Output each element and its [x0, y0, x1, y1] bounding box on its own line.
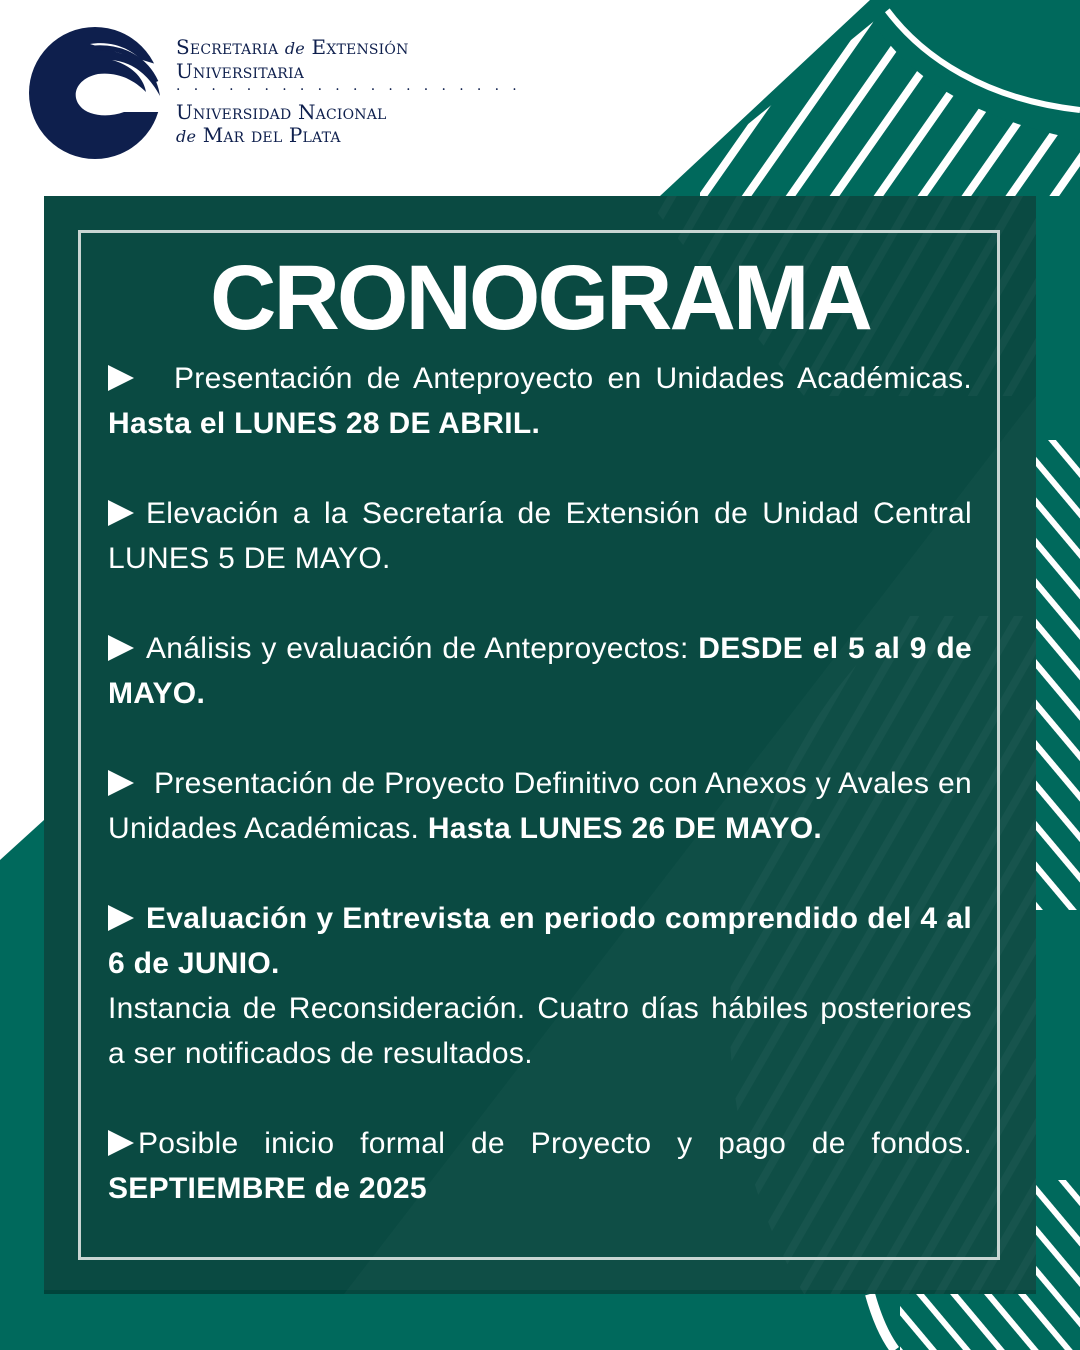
- triangle-right-icon: [108, 770, 134, 796]
- triangle-right-icon: [108, 1130, 134, 1156]
- logo-line1-a: Secretaria: [176, 35, 279, 59]
- triangle-right-icon: [108, 500, 134, 526]
- item-deadline: SEPTIEMBRE de 2025: [108, 1172, 427, 1205]
- logo-line4-b: Mar del Plata: [202, 123, 341, 147]
- triangle-right-icon: [108, 905, 134, 931]
- schedule-item: [108, 761, 972, 851]
- item-note: Instancia de Reconsideración. Cuatro días hábiles posteriores a ser notificados de resultados.: [108, 992, 972, 1070]
- item-text: Elevación a la Secretaría de Extensión de Unidad Central LUNES 5 DE MAYO.: [108, 497, 972, 575]
- schedule-card: [44, 196, 1036, 1294]
- schedule-list: [108, 356, 972, 1256]
- logo-line3: Universidad Nacional: [176, 100, 387, 124]
- triangle-right-icon: [108, 365, 134, 391]
- item-deadline: Hasta LUNES 26 DE MAYO.: [427, 812, 823, 845]
- item-deadline: Hasta el LUNES 28 DE ABRIL.: [108, 407, 541, 440]
- item-deadline: DESDE el 5 al 9 de MAYO.: [108, 632, 972, 710]
- teal-diagonal-band: [0, 820, 44, 1350]
- logo: [28, 26, 522, 161]
- logo-line4-de: de: [176, 127, 197, 146]
- logo-line2: Universitaria: [176, 59, 305, 83]
- item-text: Análisis y evaluación de Anteproyectos:: [146, 632, 689, 665]
- item-text: Posible inicio formal de Proyecto y pago de fondos.: [138, 1127, 972, 1160]
- item-deadline: Evaluación y Entrevista en periodo comprendido del 4 al 6 de JUNIO.: [108, 902, 972, 980]
- page-title: CRONOGRAMA: [210, 247, 870, 349]
- logo-dots-divider: · · · · · · · · · · · · · · · · · · · ·: [176, 82, 522, 98]
- schedule-item: [108, 491, 972, 581]
- schedule-item: [108, 896, 972, 1076]
- logo-line1-de: de: [284, 39, 305, 58]
- schedule-item: [108, 626, 972, 716]
- logo-line1-b: Extensión: [311, 35, 409, 59]
- schedule-item: [108, 356, 972, 446]
- schedule-item: [108, 1121, 972, 1211]
- logo-wordmark: [176, 35, 522, 148]
- item-text: Presentación de Proyecto Definitivo con Anexos y Avales en Unidades Académicas.: [108, 767, 972, 845]
- wave-circle-logo-icon: [28, 26, 162, 160]
- triangle-right-icon: [108, 635, 134, 661]
- item-text: Presentación de Anteproyecto en Unidades Académicas.: [174, 362, 972, 395]
